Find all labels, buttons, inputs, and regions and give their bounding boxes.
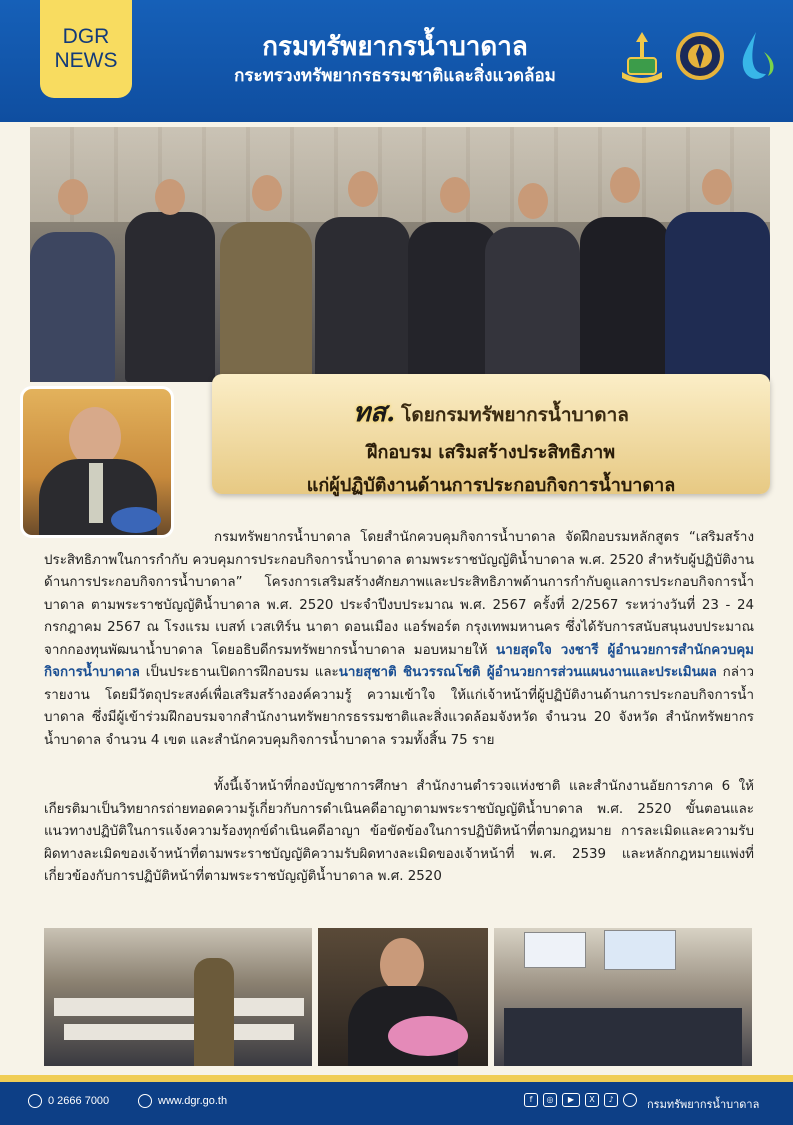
- badge-line1: DGR: [62, 25, 110, 48]
- headline-text1: โดยกรมทรัพยากรน้ำบาดาล: [401, 404, 629, 426]
- facebook-icon[interactable]: f: [524, 1093, 538, 1107]
- footer-accent-strip: [0, 1075, 793, 1082]
- photo-person-head: [58, 179, 88, 215]
- instagram-icon[interactable]: ◎: [543, 1093, 557, 1107]
- paragraph1-text-a: กรมทรัพยากรน้ำบาดาล โดยสำนักควบคุมกิจการน้ำบาดาล จัดฝึกอบรมหลักสูตร “เสริมสร้างประสิทธิภาพในการกำกับ ควบคุมการประกอบกิจการน้ำบาดาล ตามพระราชบัญญัติน้ำบาดาล พ.ศ. 2520 สำหรับผู้ปฏิบัติงานด้านการประกอบกิจการน้ำบาดาล” โครงการเสริมสร้างศักยภาพและประสิทธิภาพด้านการกำกับดูแลการประกอบกิจการน้ำบาดาล ตามพระราชบัญญัติน้ำบาดาล พ.ศ. 2520 ประจำปีงบประมาณ พ.ศ. 2567 ครั้งที่ 2/2567 ระหว่างวันที่ 23 - 24 กรกฎาคม 2567 ณ โรงแรม เบสท์ เวสเทิร์น นาตา ดอนเมือง แอร์พอร์ต กรุงเทพมหานคร ซึ่งได้รับการสนับสนุนงบประมาณจากกองทุนพัฒนาน้ำบาดาล โดยอธิบดีกรมทรัพยากรน้ำบาดาล มอบหมายให้: [44, 530, 754, 658]
- reporter-name-highlight: นายสุชาติ ชินวรรณโชติ ผู้อำนวยการส่วนแผนงานและประเมินผล: [338, 665, 717, 680]
- photo-person: [315, 217, 410, 382]
- headline-box: [212, 374, 770, 494]
- projector-screen: [524, 932, 586, 968]
- article-paragraph-2: [44, 776, 754, 889]
- youtube-icon[interactable]: ▶: [562, 1093, 580, 1107]
- website-link[interactable]: www.dgr.go.th: [158, 1095, 228, 1107]
- photo-person: [485, 227, 580, 382]
- x-icon[interactable]: X: [585, 1093, 599, 1107]
- photo-person-head: [155, 179, 185, 215]
- photo-person-head: [348, 171, 378, 207]
- line-icon[interactable]: [623, 1093, 637, 1107]
- flower-decoration: [388, 1016, 468, 1056]
- photo-person: [220, 222, 312, 382]
- headline-line2: ฝึกอบรม เสริมสร้างประสิทธิภาพ: [366, 442, 616, 463]
- photo-table: [64, 1024, 294, 1040]
- audience: [504, 1008, 742, 1066]
- speaker-shirt: [89, 463, 103, 523]
- photo-person-head: [610, 167, 640, 203]
- meeting-room-photo: [494, 928, 752, 1066]
- org-name: กรมทรัพยากรน้ำบาดาล: [647, 1099, 760, 1111]
- speaker-portrait: [20, 386, 174, 538]
- footer-bar: [0, 1082, 793, 1125]
- page-subtitle: กระทรวงทรัพยากรธรรมชาติและสิ่งแวดล้อม: [234, 66, 556, 86]
- photo-person-head: [440, 177, 470, 213]
- headline-line3: แก่ผู้ปฏิบัติงานด้านการประกอบกิจการน้ำบาดาล: [306, 475, 676, 496]
- speaker-head: [69, 407, 121, 467]
- photo-person: [194, 958, 234, 1066]
- phone-number: 0 2666 7000: [48, 1095, 110, 1107]
- speaker-photo: [318, 928, 488, 1066]
- paragraph2-text: ทั้งนี้เจ้าหน้าที่กองบัญชาการศึกษา สำนักงานตำรวจแห่งชาติ และสำนักงานอัยการภาค 6 ให้เกียรติมาเป็นวิทยากรถ่ายทอดความรู้เกี่ยวกับการดำเนินคดีอาญาตามพระราชบัญญัติน้ำบาดาล พ.ศ. 2520 ขั้นตอนและแนวทางปฏิบัติในการแจ้งความร้องทุกข์ดำเนินคดีอาญา ข้อขัดข้องในการปฏิบัติหน้าที่ตามกฎหมาย การละเมิดและความรับผิดทางละเมิดของเจ้าหน้าที่ตามพระราชบัญญัติความรับผิดทางละเมิดของเจ้าหน้าที่ พ.ศ. 2539 และหลักกฎหมายแพ่งที่เกี่ยวข้องกับการปฏิบัติหน้าที่ตามพระราชบัญญัติน้ำบาดาล พ.ศ. 2520: [44, 779, 754, 884]
- tiktok-icon[interactable]: ♪: [604, 1093, 618, 1107]
- photo-table: [54, 998, 304, 1016]
- headline-line1: [212, 392, 770, 433]
- group-photo: [30, 127, 770, 382]
- director-name-highlight: นายสุดใจ วงชารี ผู้อำนวยการสำนักควบคุมกิจการน้ำบาดาล: [44, 642, 754, 680]
- phone-icon: [28, 1094, 42, 1108]
- royal-emblem-icon: [676, 28, 724, 84]
- photo-person-head: [702, 169, 732, 205]
- page-title: กรมทรัพยากรน้ำบาดาล: [262, 32, 528, 62]
- photo-person: [580, 217, 670, 382]
- photo-person: [125, 212, 215, 382]
- classroom-photo: [44, 928, 312, 1066]
- photo-background-wall: [30, 127, 770, 222]
- water-drop-logo-icon: [734, 28, 782, 84]
- dgr-news-badge: [40, 0, 132, 98]
- photo-person: [665, 212, 770, 382]
- ministry-emblem-icon: [618, 28, 666, 84]
- paragraph1-text-b: เป็นประธานเปิดการฝึกอบรม และ: [139, 665, 339, 680]
- photo-person-head: [518, 183, 548, 219]
- paragraph1-text-c: กล่าวรายงาน โดยมีวัตถุประสงค์เพื่อเสริมสร้างองค์ความรู้ ความเข้าใจ ให้แก่เจ้าหน้าที่ผู้ปฏิบัติงานด้านการประกอบกิจการน้ำบาดาล ซึ่งมีผู้เข้าร่วมฝึกอบรมจากสำนักงานทรัพยากรธรรมชาติและสิ่งแวดล้อมจังหวัด จำนวน 20 จังหวัด สำนักทรัพยากรน้ำบาดาล จำนวน 4 เขต และสำนักควบคุมกิจการน้ำบาดาล รวมทั้งสิ้น 75 ราย: [44, 665, 755, 748]
- presentation-banner: [604, 930, 676, 970]
- globe-icon: [138, 1094, 152, 1108]
- header-banner: [0, 0, 793, 122]
- badge-line2: NEWS: [54, 49, 118, 72]
- photo-person: [30, 232, 115, 382]
- photo-person-head: [252, 175, 282, 211]
- ministry-tag: ทส.: [353, 398, 396, 428]
- article-paragraph-1: [44, 527, 754, 752]
- speaker-head: [380, 938, 424, 992]
